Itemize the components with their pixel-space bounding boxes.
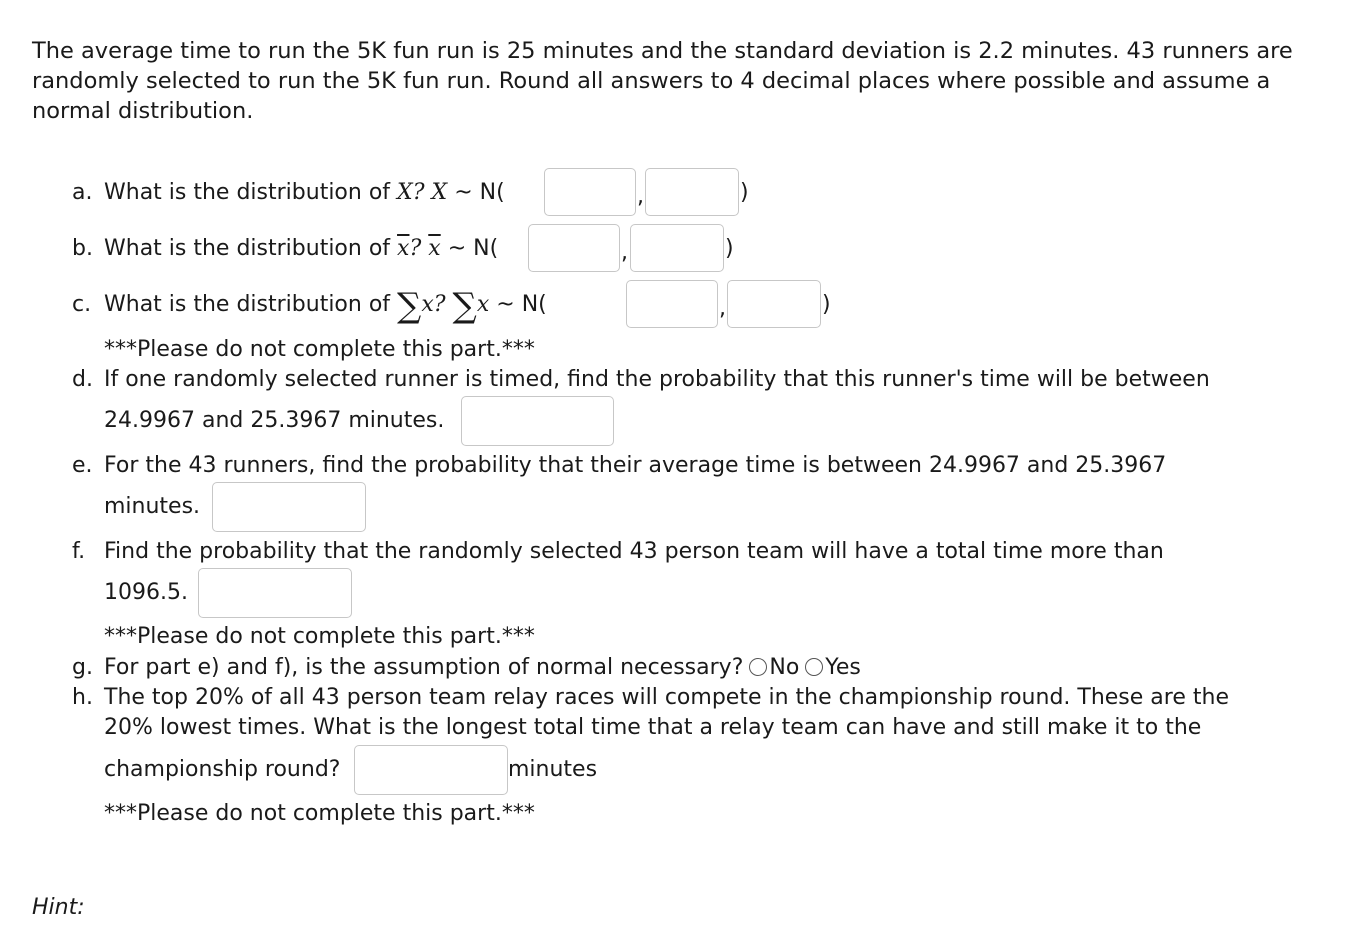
question-e-cont: minutes. <box>104 494 201 519</box>
question-h-cont: 20% lowest times. What is the longest total time that a relay team can have and still make it to the <box>104 715 1202 740</box>
math-symbol: $\overline{x}$ <box>397 236 410 261</box>
math-symbol: X <box>397 180 413 205</box>
math-symbol: ? <box>433 292 446 317</box>
note-c: ***Please do not complete this part.*** <box>104 337 535 362</box>
question-f <box>72 537 1164 567</box>
math-symbol: x <box>476 292 490 317</box>
close-paren: ) <box>740 180 749 205</box>
comma: , <box>637 184 644 209</box>
question-d <box>72 365 1210 395</box>
question-label: g. <box>72 655 93 680</box>
answer-c-mean-input[interactable] <box>626 280 718 328</box>
math-symbol: X <box>431 180 448 205</box>
question-text: What is the distribution of <box>104 292 391 317</box>
question-text: What is the distribution of <box>104 180 391 205</box>
tilde: ~ <box>496 292 515 317</box>
option-no-label: No <box>769 655 800 680</box>
answer-a-mean-input[interactable] <box>544 168 636 216</box>
sum-icon: ∑ <box>397 286 422 326</box>
question-text: If one randomly selected runner is timed, find the probability that this runner's time will be between <box>104 367 1210 392</box>
question-c <box>72 286 547 326</box>
answer-c-sd-input[interactable] <box>727 280 821 328</box>
comma: , <box>621 240 628 265</box>
option-yes-label: Yes <box>825 655 861 680</box>
question-label: a. <box>72 180 93 205</box>
question-e <box>72 451 1166 481</box>
note-f: ***Please do not complete this part.*** <box>104 624 535 649</box>
math-symbol: ? <box>409 236 422 261</box>
question-label: h. <box>72 685 93 710</box>
question-text: The top 20% of all 43 person team relay races will compete in the championship round. These are the <box>104 685 1229 710</box>
answer-f-input[interactable] <box>198 568 352 618</box>
question-text: For the 43 runners, find the probability that their average time is between 24.9967 and 25.3967 <box>104 453 1167 478</box>
question-label: b. <box>72 236 93 261</box>
comma: , <box>719 296 726 321</box>
question-d-cont: 24.9967 and 25.3967 minutes. <box>104 408 445 433</box>
question-label: e. <box>72 453 93 478</box>
answer-b-sd-input[interactable] <box>630 224 724 272</box>
question-label: f. <box>72 539 86 564</box>
close-paren: ) <box>822 292 831 317</box>
question-text: For part e) and f), is the assumption of normal necessary? <box>104 655 744 680</box>
close-paren: ) <box>725 236 734 261</box>
answer-h-input[interactable] <box>354 745 508 795</box>
note-h: ***Please do not complete this part.*** <box>104 801 535 826</box>
question-text: What is the distribution of <box>104 236 391 261</box>
normal-open: N( <box>479 180 505 205</box>
question-h <box>72 683 1229 713</box>
question-label: d. <box>72 367 93 392</box>
normal-open: N( <box>521 292 547 317</box>
question-h-cont: championship round? <box>104 757 341 782</box>
question-a <box>72 178 505 208</box>
sum-icon: ∑ <box>452 286 477 326</box>
question-g <box>72 653 861 683</box>
math-symbol: ? <box>412 180 425 205</box>
question-label: c. <box>72 292 92 317</box>
radio-yes[interactable] <box>805 658 823 676</box>
hint-link[interactable]: Hint: <box>32 895 85 920</box>
math-symbol: x <box>421 292 434 317</box>
math-symbol: $\overline{x}$ <box>428 236 441 261</box>
question-f-cont: 1096.5. <box>104 580 188 605</box>
answer-a-sd-input[interactable] <box>645 168 739 216</box>
answer-d-input[interactable] <box>461 396 614 446</box>
normal-open: N( <box>473 236 499 261</box>
answer-b-mean-input[interactable] <box>528 224 620 272</box>
tilde: ~ <box>454 180 473 205</box>
question-b <box>72 234 498 264</box>
radio-no[interactable] <box>749 658 767 676</box>
answer-e-input[interactable] <box>212 482 366 532</box>
unit-label: minutes <box>508 757 598 782</box>
tilde: ~ <box>447 236 467 261</box>
question-text: Find the probability that the randomly selected 43 person team will have a total time more than <box>104 539 1164 564</box>
problem-statement: The average time to run the 5K fun run is 25 minutes and the standard deviation is 2.2 minutes. 43 runners are randomly selected to run the 5K fun run. Round all answers to 4 decimal places where possible and assume a normal distribution. <box>32 38 1293 124</box>
